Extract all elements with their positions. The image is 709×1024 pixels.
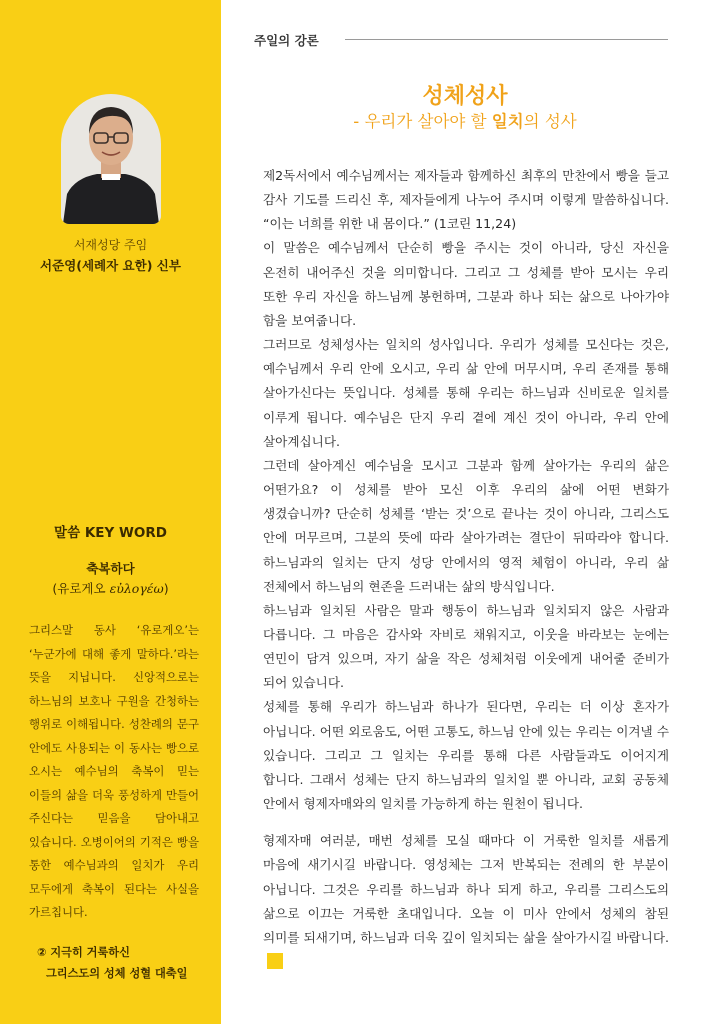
keyword-origin xyxy=(0,579,221,597)
paragraph: 성체를 통해 우리가 하느님과 하나가 된다면, 우리는 더 이상 혼자가 아닙니다. 어떤 외로움도, 어떤 고통도, 하느님 안에 있는 우리는 이겨낼 수 있습니다. 그리고 그 일치는 우리를 통해 다른 사람들과도 이어지게 합니다. 그래서 성체는 단지 하느님과의 일치일 뿐 아니라, 교회 공동체 안에서 형제자매와의 일치를 가능하게 하는 원천이 됩니다. xyxy=(263,699,669,812)
keyword-origin-suffix: ) xyxy=(163,581,169,596)
end-mark-icon xyxy=(267,953,283,969)
header-divider xyxy=(345,39,668,40)
closing-paragraph-text: 형제자매 여러분, 매번 성체를 모실 때마다 이 거룩한 일치를 새롭게 마음에 새기시길 바랍니다. 영성체는 그저 반복되는 전례의 한 부분이 아닙니다. 그것은 우리를 하느님과 하나 되게 하고, 우리를 그리스도의 삶으로 이끄는 거룩한 초대입니다. 오늘 이 미사 안에서 성체의 참된 의미를 되새기며, 하느님과 더욱 깊이 일치되는 삶을 살아가시길 바랍니다. xyxy=(263,833,669,945)
keyword-term: 축복하다 xyxy=(86,561,135,576)
priest-name: 서준영(세례자 요한) 신부 xyxy=(40,258,181,273)
liturgical-day-line1: ② 지극히 거룩하신 xyxy=(37,946,130,959)
liturgical-day xyxy=(37,942,217,984)
priest-role: 서재성당 주임 xyxy=(73,238,148,252)
keyword-origin-prefix: (유로게오 xyxy=(52,581,110,596)
priest-portrait-icon xyxy=(61,94,161,224)
subtitle-suffix: 의 성사 xyxy=(523,112,577,131)
subtitle-prefix: - 우리가 살아야 할 xyxy=(353,112,492,131)
paragraph: 이 말씀은 예수님께서 단순히 빵을 주시는 것이 아니라, 당신 자신을 온전히 내어주신 것을 의미합니다. 그리고 그 성체를 받아 모시는 우리 또한 우리 자신을 하느님께 봉헌하며, 그분과 하나 되는 삶으로 나아가야 함을 보여줍니다. xyxy=(263,240,669,328)
keyword-description: 그리스말 동사 ‘유로게오’는 ‘누군가에 대해 좋게 말하다.’라는 뜻을 지닙니다. 신앙적으로는 하느님의 보호나 구원을 간청하는 행위로 이해됩니다. 성찬례의 문구 안에도 사용되는 이 동사는 빵으로 오시는 예수님의 축복이 믿는 이들의 삶을 더욱 풍성하게 만들어 주신다는 믿음을 담아내고 있습니다. 오병이어의 기적은 빵을 통한 예수님과의 일치가 우리 모두에게 축복이 된다는 사실을 가르칩니다. xyxy=(29,623,199,919)
paragraph: 그러므로 성체성사는 일치의 성사입니다. 우리가 성체를 모신다는 것은, 예수님께서 우리 안에 오시고, 우리 삶 안에 머무시며, 우리 존재를 통해 살아가신다는 뜻입니다. 성체를 통해 우리는 하느님과 신비로운 일치를 이루게 됩니다. 예수님은 단지 우리 곁에 계신 것이 아니라, 우리 안에 살아계십니다. xyxy=(263,337,669,449)
paragraph: 제2독서에서 예수님께서는 제자들과 함께하신 최후의 만찬에서 빵을 들고 감사 기도를 드리신 후, 제자들에게 나누어 주시며 이렇게 말씀하십니다. “이는 너희를 위한 내 몸이다.” (1코린 11,24) xyxy=(263,168,669,232)
homily-title: 성체성사 xyxy=(422,84,508,109)
homily-body xyxy=(263,164,669,974)
section-label: 주일의 강론 xyxy=(254,33,319,48)
paragraph: 그런데 살아계신 예수님을 모시고 그분과 함께 살아가는 우리의 삶은 어떤가요? 이 성체를 받아 모신 이후 우리의 삶에 어떤 변화가 생겼습니까? 단순히 성체를 ‘받는 것’으로 끝나는 것이 아니라, 그리스도 안에 머무르며, 그분의 뜻에 따라 살아가려는 결단이 뒤따라야 합니다. 하느님과의 일치는 단지 성당 안에서의 영적 체험이 아니라, 우리 삶 전체에서 하느님의 현존을 드러내는 삶의 방식입니다. xyxy=(263,457,669,594)
closing-paragraph xyxy=(263,829,669,974)
keyword-section-title: 말씀 KEY WORD xyxy=(54,525,167,541)
sidebar xyxy=(0,0,221,1024)
paragraph: 하느님과 일치된 사람은 말과 행동이 하느님과 일치되지 않은 사람과 다릅니다. 그 마음은 감사와 자비로 채워지고, 이웃을 바라보는 눈에는 연민이 담겨 있으며, 자기 삶을 작은 성체처럼 이웃에게 내어줄 준비가 되어 있습니다. xyxy=(263,602,669,691)
liturgical-day-line2: 그리스도의 성체 성혈 대축일 xyxy=(46,967,188,980)
homily-subtitle xyxy=(221,108,709,132)
keyword-origin-greek: εὐλογέω xyxy=(109,581,164,596)
priest-portrait xyxy=(61,94,161,224)
subtitle-emphasis: 일치 xyxy=(491,112,524,131)
